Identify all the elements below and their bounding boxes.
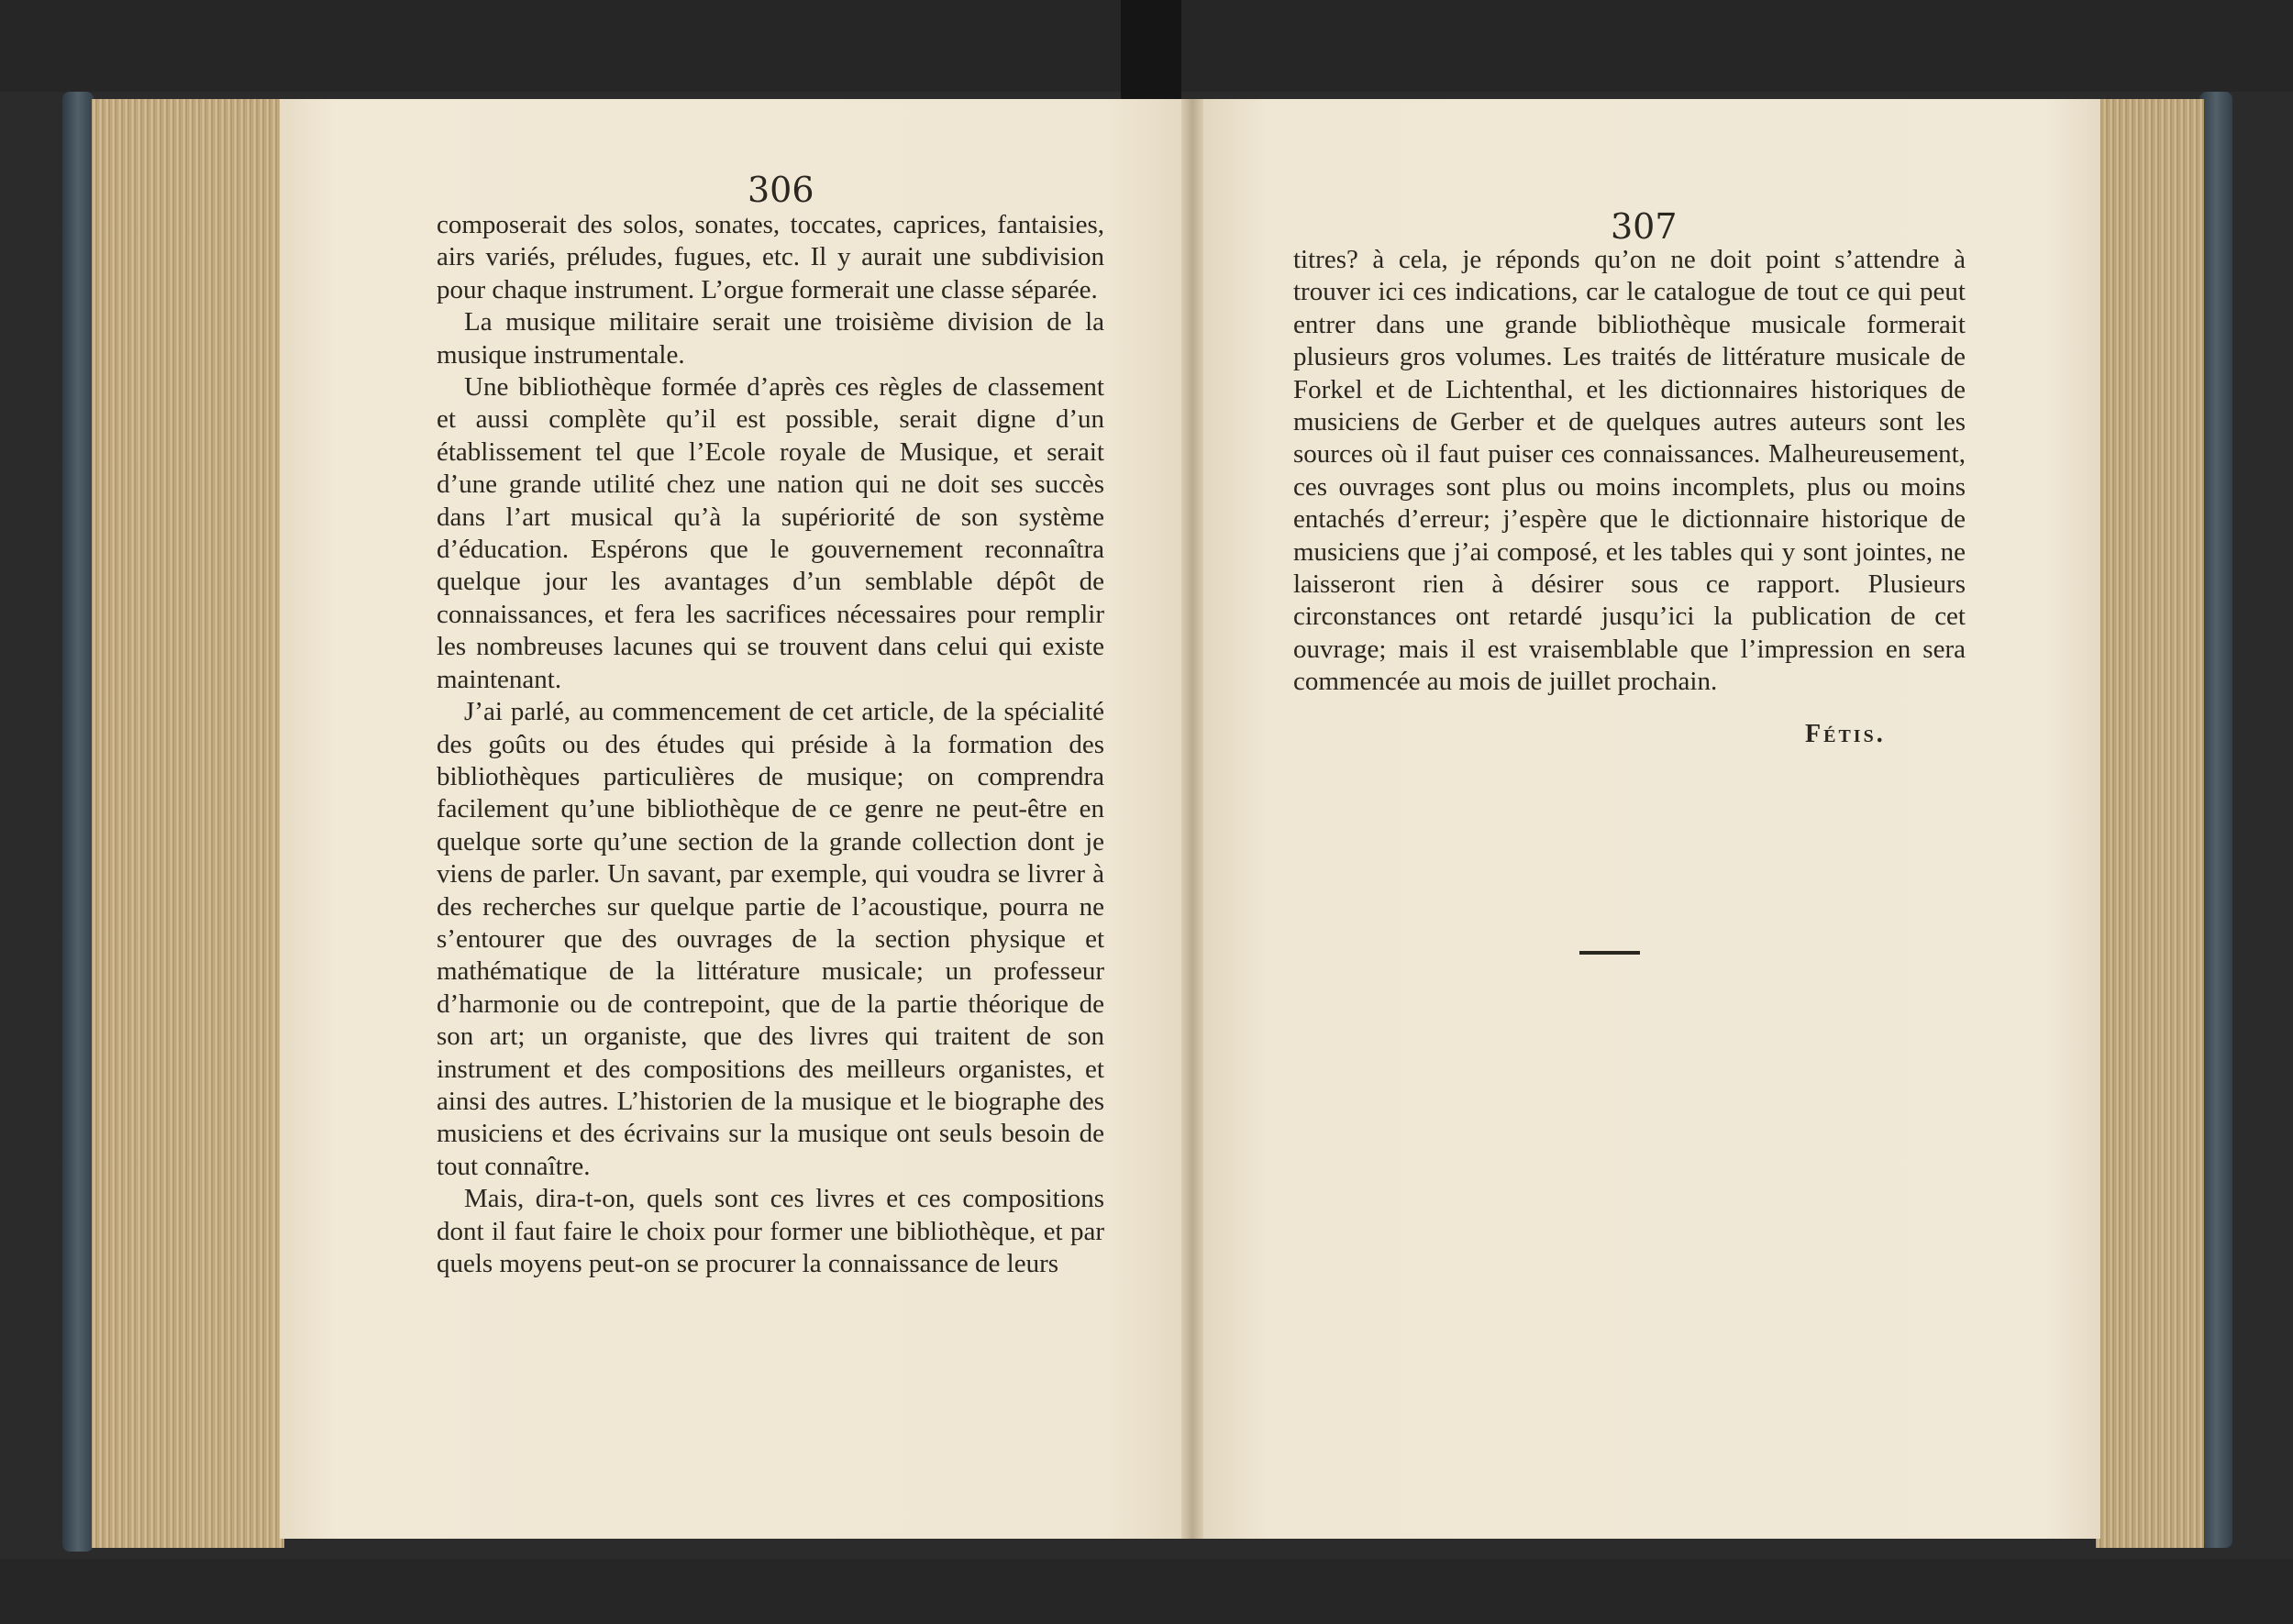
author-signature: Fétis. [1805,720,1886,748]
paragraph: J’ai parlé, au commencement de cet article, de la spécialité des goûts ou des études qui préside à la formation des bibliothèques particulières de musique; on comprendra facilement qu’une bibliothèque de ce genre ne peut-être en quelque sorte qu’une section de la grande collection dont je viens de parler. Un savant, par exemple, qui voudra se livrer à des recherches sur quelque partie de l’acoustique, pourra ne s’entourer que des ouvrages de la section physique et mathématique de la littérature musicale; un professeur d’harmonie ou de contrepoint, que de la partie théorique de son art; un organiste, que des livres qui traitent de son instrument et des compositions des meilleurs organistes, et ainsi des autres. L’historien de la musique et le biographe des musiciens et des écrivains sur la musique ont seuls besoin de tout connaître. [437,697,1104,1181]
paragraph: Une bibliothèque formée d’après ces règles de classement et aussi complète qu’il est possible, serait digne d’un établissement tel que l’Ecole royale de Musique, et serait d’une grande utilité chez une nation qui ne doit ses succès dans l’art musical qu’à la supériorité de son système d’éducation. Espérons que le gouvernement reconnaîtra quelque jour les avantages d’un semblable dépôt de connaissances, et fera les sacrifices nécessaires pour remplir les nombreuses lacunes qui se trouvent dans celui qui existe maintenant. [437,372,1104,694]
left-page-text [437,209,1104,1280]
page-number-left: 306 [748,170,814,210]
book-gutter [1181,99,1203,1539]
background-bottom [0,1559,2293,1624]
page-block-left [92,99,284,1548]
book-cover-left-edge [62,92,94,1552]
binding-tab [1121,0,1181,101]
right-page-text [1293,244,1966,699]
paragraph: titres? à cela, je réponds qu’on ne doit point s’attendre à trouver ici ces indications, car le catalogue de tout ce qui peut entrer dans une grande bibliothèque musicale formerait plusieurs gros volumes. Les traités de littérature musicale de Forkel et de Lichtenthal, et les dictionnaires historiques de musiciens de Gerber et de quelques autres auteurs sont les sources où il faut puiser ces connaissances. Malheureusement, ces ouvrages sont plus ou moins incomplets, plus ou moins entachés d’erreur; j’espère que le dictionnaire historique de musiciens que j’ai composé, et les tables qui y sont jointes, ne laisseront rien à désirer sous ce rapport. Plusieurs circonstances ont retardé jusqu’ici la publication de cet ouvrage; mais il est vraisemblable que l’impression en sera commencée au mois de juillet prochain. [1293,245,1966,697]
paragraph: composerait des solos, sonates, toccates, caprices, fantaisies, airs variés, préludes, fugues, etc. Il y aurait une subdivision pour chaque instrument. L’orgue formerait une classe séparée. [437,210,1104,304]
paragraph: La musique militaire serait une troisième division de la musique instrumentale. [437,307,1104,370]
paragraph: Mais, dira-t-on, quels sont ces livres et ces compositions dont il faut faire le choix pour former une bibliothèque, et par quels moyens peut-on se procurer la connaissance de leurs [437,1184,1104,1278]
page-block-right [2096,99,2204,1548]
section-divider [1579,951,1640,955]
page-number-right: 307 [1611,206,1678,247]
book-cover-right-edge [2199,92,2232,1548]
